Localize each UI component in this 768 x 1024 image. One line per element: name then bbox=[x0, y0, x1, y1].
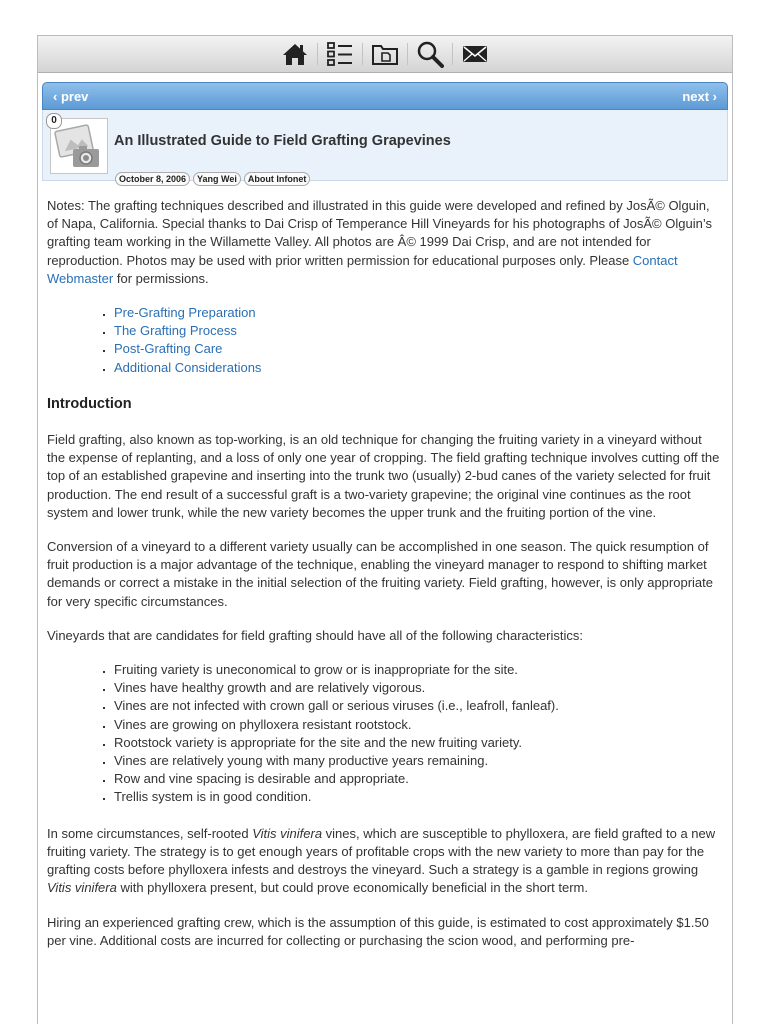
list-item bbox=[114, 340, 723, 358]
text-span: with phylloxera present, but could prove economically beneficial in the short term. bbox=[116, 880, 588, 896]
list-item bbox=[114, 359, 723, 377]
text-span: vines, which are susceptible to phylloxera, are field grafted to a new fruiting variety. The strategy is to get enough years of profitable crops with the new variety to more than pay for the grafting costs before phylloxera infests and destroys the vineyard. Such a strategy is a gamble in regions growing bbox=[47, 825, 716, 878]
home-icon bbox=[282, 42, 308, 66]
list-item: ▪ Vines are relatively young with many productive years remaining. bbox=[114, 752, 723, 770]
article-body bbox=[38, 181, 732, 950]
article-meta-tags bbox=[115, 172, 310, 186]
pagination-bar bbox=[42, 82, 728, 110]
toolbar bbox=[38, 35, 732, 73]
table-of-contents bbox=[47, 304, 723, 377]
article-header bbox=[42, 110, 728, 184]
page-frame bbox=[37, 35, 733, 1024]
list-item: ▪ Vines are not infected with crown gall or serious viruses (i.e., leafroll, fanleaf). bbox=[114, 697, 723, 715]
list-item: ▪ Vines have healthy growth and are relatively vigorous. bbox=[114, 679, 723, 697]
category-tag[interactable]: About Infonet bbox=[244, 172, 310, 186]
notes-after: for permissions. bbox=[113, 270, 209, 286]
list-icon bbox=[326, 41, 354, 67]
toc-link-additional[interactable]: Additional Considerations bbox=[114, 359, 262, 375]
envelope-icon bbox=[462, 44, 488, 64]
paragraph: Conversion of a vineyard to a different variety usually can be accomplished in one season. The quick resumption of fruit production is a major advantage of the technique, enabling the vineyard manager to respond to shifting market demands or correct a mistake in the initial selection of the fruiting variety. Field grafting, however, is only appropriate for very specific circumstances. bbox=[47, 539, 713, 609]
list-button[interactable] bbox=[318, 37, 362, 71]
notes-paragraph bbox=[47, 197, 723, 288]
species-name: Vitis vinifera bbox=[252, 825, 323, 841]
next-link[interactable]: next › bbox=[682, 88, 717, 104]
list-item: ▪ Fruiting variety is uneconomical to grow or is inappropriate for the site. bbox=[114, 661, 723, 679]
notes-text: Notes: The grafting techniques described and illustrated in this guide were developed and refined by JosÃ© Olguin, of Napa, California. Special thanks to Dai Crisp of Temperance Hill Vineyards for his photographs of JosÃ© Olguin’s grafting team working in the Willamette Valley. All photos are Â© 1999 Dai Crisp, and are not intended for reproduction. Photos may be used with prior written permission for educational purposes only. Please bbox=[47, 198, 712, 268]
comment-count-badge: 0 bbox=[46, 113, 62, 129]
paragraph: Hiring an experienced grafting crew, which is the assumption of this guide, is estimated to cost approximately $1.50 per vine. Additional costs are incurred for collecting or purchasing the scion wood, and performing pre- bbox=[47, 914, 709, 948]
list-item bbox=[114, 304, 723, 322]
paragraph: Vineyards that are candidates for field grafting should have all of the following characteristics: bbox=[47, 627, 583, 643]
date-tag[interactable]: October 8, 2006 bbox=[115, 172, 190, 186]
prev-link[interactable]: ‹ prev bbox=[53, 88, 89, 104]
list-item: ▪ Vines are growing on phylloxera resistant rootstock. bbox=[114, 716, 723, 734]
text-span: In some circumstances, self-rooted bbox=[47, 825, 253, 841]
paragraph: Field grafting, also known as top-working, is an old technique for changing the fruiting variety in a vineyard without the expense of replanting, and a loss of only one year of cropping. The field grafting technique involves cutting off the top of an established grapevine and inserting into the trunk two (usually) 2-bud canes of the variety selected for fruit production. The end result of a successful graft is a two-variety grapevine; the original vine continues as the root system and lower trunk, while the new variety becomes the upper trunk and the fruiting portion of the vine. bbox=[47, 432, 720, 520]
home-button[interactable] bbox=[273, 37, 317, 71]
list-item: ▪ Rootstock variety is appropriate for the site and the new fruiting variety. bbox=[114, 734, 723, 752]
folder-button[interactable] bbox=[363, 37, 407, 71]
list-item: ▪ Row and vine spacing is desirable and appropriate. bbox=[114, 770, 723, 788]
paragraph bbox=[47, 825, 723, 898]
species-name: Vitis vinifera bbox=[47, 880, 117, 896]
toc-link-pre-grafting[interactable]: Pre-Grafting Preparation bbox=[114, 305, 256, 321]
list-item: ▪ Trellis system is in good condition. bbox=[114, 788, 723, 806]
toc-link-post-grafting[interactable]: Post-Grafting Care bbox=[114, 341, 223, 357]
author-tag[interactable]: Yang Wei bbox=[193, 172, 241, 186]
characteristics-list bbox=[47, 661, 723, 807]
contact-webmaster-link[interactable]: Contact Webmaster bbox=[47, 252, 678, 286]
folder-icon bbox=[371, 42, 399, 66]
search-icon bbox=[416, 40, 444, 68]
search-button[interactable] bbox=[408, 37, 452, 71]
article-title: An Illustrated Guide to Field Grafting Grapevines bbox=[114, 133, 451, 149]
section-heading: Introduction bbox=[47, 395, 132, 412]
toc-link-grafting-process[interactable]: The Grafting Process bbox=[114, 323, 237, 339]
list-item bbox=[114, 322, 723, 340]
email-button[interactable] bbox=[453, 37, 497, 71]
